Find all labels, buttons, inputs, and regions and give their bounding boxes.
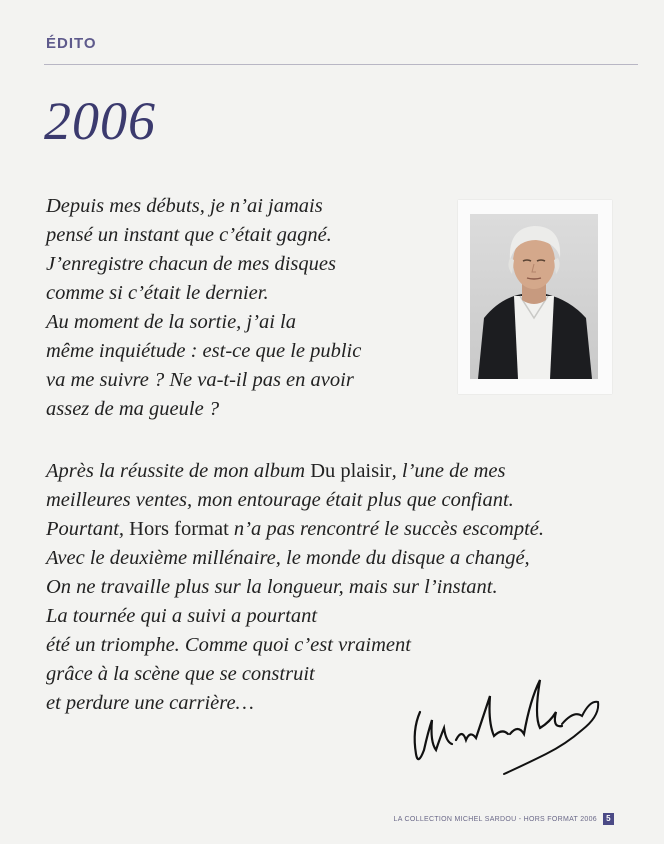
signature	[406, 670, 612, 780]
page-number: 5	[603, 813, 614, 825]
album-title: Hors format	[129, 518, 229, 540]
text-line: et perdure une carrière…	[46, 692, 254, 714]
text-fragment: , l’une de mes	[391, 460, 506, 482]
text-line: pensé un instant que c’était gagné.	[46, 224, 332, 246]
text-fragment: Pourtant,	[46, 518, 130, 540]
signature-mark-icon	[406, 670, 612, 780]
text-line: Avec le deuxième millénaire, le monde du disque a changé,	[46, 547, 530, 569]
album-title: Du plaisir	[310, 460, 392, 482]
text-fragment: Après la réussite de mon album	[46, 460, 311, 482]
portrait-photo-frame	[458, 200, 612, 394]
page-title-year: 2006	[44, 91, 156, 151]
text-line: Au moment de la sortie, j’ai la	[46, 311, 296, 333]
paragraph-1	[46, 192, 361, 424]
footer	[394, 813, 615, 825]
text-line	[46, 457, 544, 486]
header-rule	[44, 64, 638, 65]
text-line	[46, 515, 544, 544]
text-fragment: n’a pas rencontré le succès escompté.	[228, 518, 544, 540]
text-line: va me suivre ? Ne va-t-il pas en avoir	[46, 369, 354, 391]
text-line: assez de ma gueule ?	[46, 398, 220, 420]
section-label: ÉDITO	[46, 35, 97, 52]
text-line: même inquiétude : est-ce que le public	[46, 340, 362, 362]
text-line: J’enregistre chacun de mes disques	[46, 253, 336, 275]
text-line: Depuis mes débuts, je n’ai jamais	[46, 195, 323, 217]
text-line: On ne travaille plus sur la longueur, mais sur l’instant.	[46, 576, 498, 598]
portrait-photo	[470, 214, 598, 379]
portrait-photo-icon	[470, 214, 598, 379]
text-line: comme si c’était le dernier.	[46, 282, 269, 304]
footer-text: LA COLLECTION MICHEL SARDOU - HORS FORMAT 2006	[393, 815, 597, 823]
text-line: grâce à la scène que se construit	[46, 663, 315, 685]
text-line: La tournée qui a suivi a pourtant	[46, 605, 318, 627]
text-line: été un triomphe. Comme quoi c’est vraiment	[46, 634, 411, 656]
text-line: meilleures ventes, mon entourage était plus que confiant.	[46, 489, 514, 511]
